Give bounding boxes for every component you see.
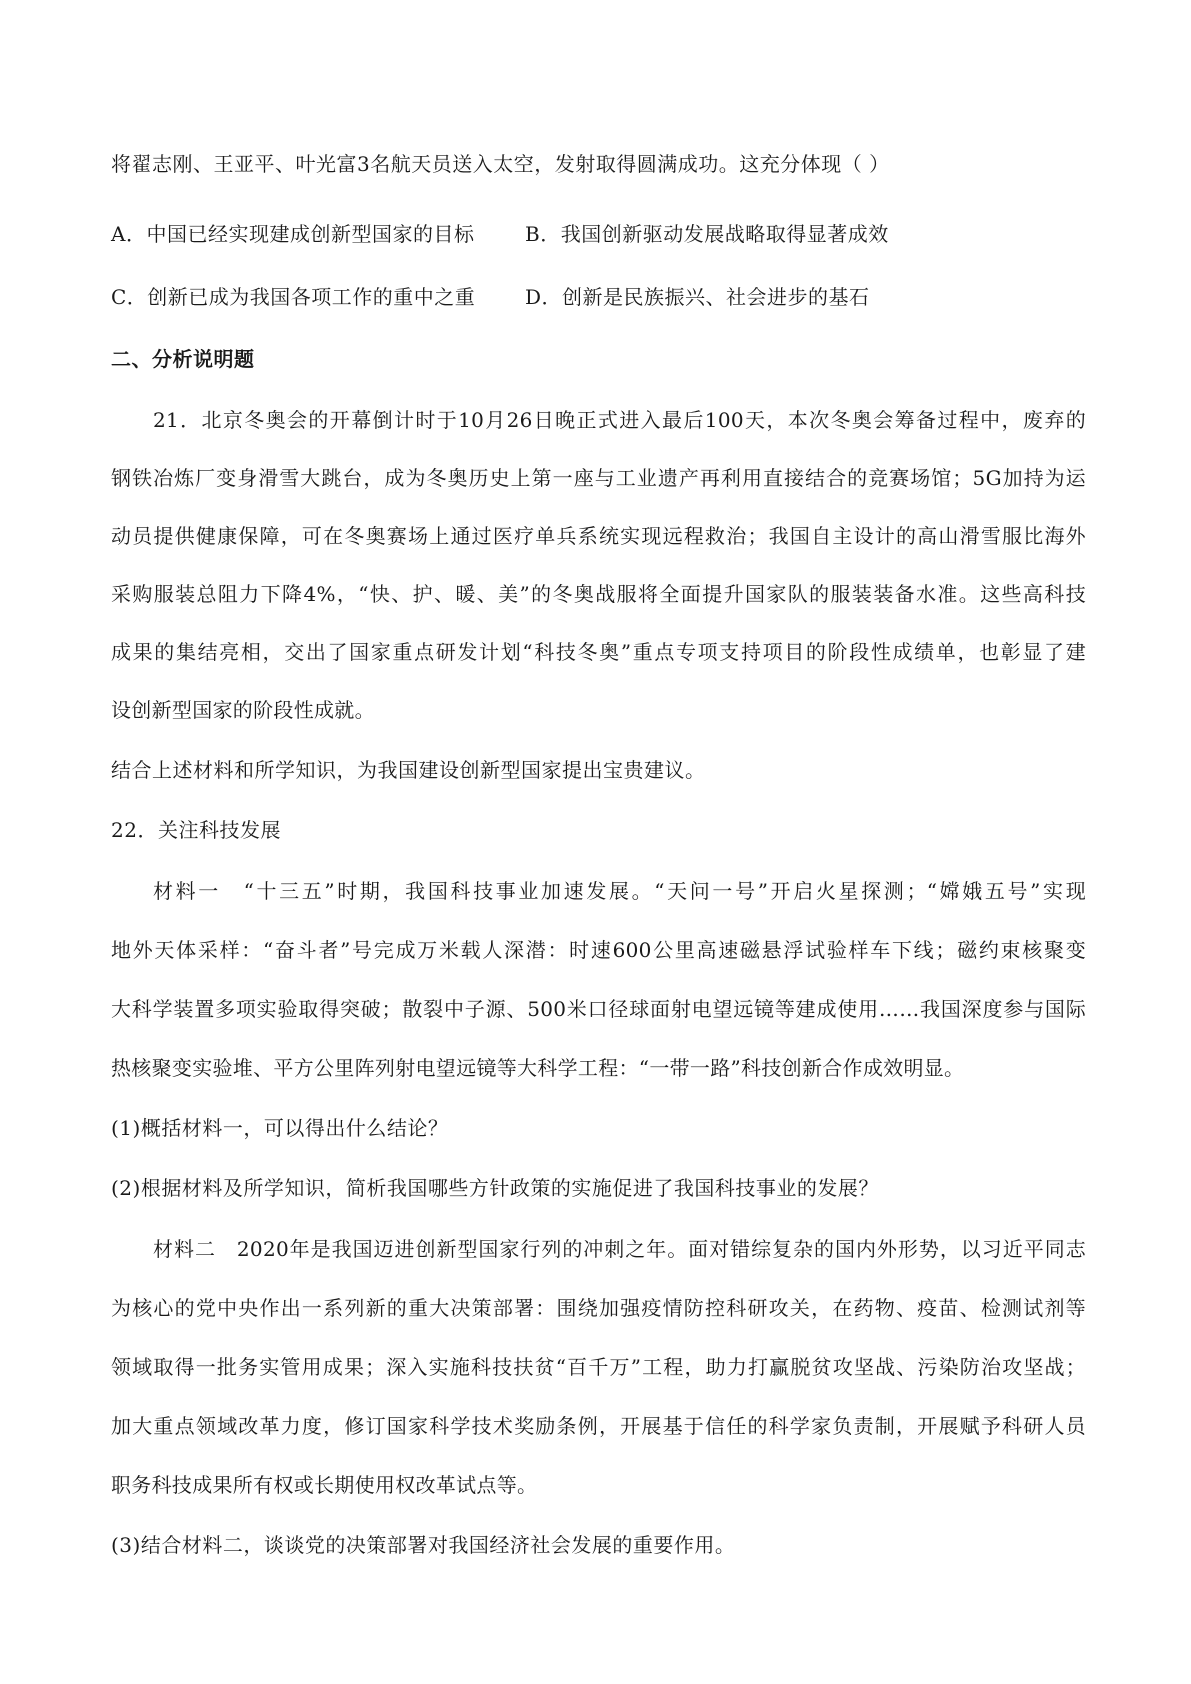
q22-material2-line: 领域取得一批务实管用成果；深入实施科技扶贫“百千万”工程，助力打赢脱贫攻坚战、污染防治攻坚战； [111,1355,1086,1379]
q21-line: 21．北京冬奥会的开幕倒计时于10月26日晚正式进入最后100天，本次冬奥会筹备过程中，废弃的 [153,408,1086,432]
q21-line: 成果的集结亮相，交出了国家重点研发计划“科技冬奥”重点专项支持项目的阶段性成绩单，也彰显了建 [111,640,1086,664]
q22-sub3: (3)结合材料二，谈谈党的决策部署对我国经济社会发展的重要作用。 [111,1533,736,1557]
q20-stem: 将翟志刚、王亚平、叶光富3名航天员送入太空，发射取得圆满成功。这充分体现（ ） [111,152,890,176]
q22-title: 22．关注科技发展 [111,818,281,842]
q22-material2-line: 职务科技成果所有权或长期使用权改革试点等。 [111,1473,538,1497]
q22-sub2: (2)根据材料及所学知识，简析我国哪些方针政策的实施促进了我国科技事业的发展？ [111,1176,879,1200]
section-heading: 二、分析说明题 [111,347,255,371]
q21-line: 采购服装总阻力下降4%，“快、护、暖、美”的冬奥战服将全面提升国家队的服装装备水准。这些高科技 [111,582,1086,606]
q22-material1-line: 大科学装置多项实验取得突破；散裂中子源、500米口径球面射电望远镜等建成使用……我国深度参与国际 [111,997,1086,1021]
q22-material2-line: 加大重点领域改革力度，修订国家科学技术奖励条例，开展基于信任的科学家负责制，开展赋予科研人员 [111,1414,1086,1438]
q20-option-d: D．创新是民族振兴、社会进步的基石 [525,285,870,309]
q20-option-a: A．中国已经实现建成创新型国家的目标 [111,222,475,246]
q22-material1-line: 地外天体采样：“奋斗者”号完成万米载人深潜：时速600公里高速磁悬浮试验样车下线；磁约束核聚变 [111,938,1086,962]
q21-line: 设创新型国家的阶段性成就。 [111,698,375,722]
q22-material2-line: 材料二 2020年是我国迈进创新型国家行列的冲刺之年。面对错综复杂的国内外形势，以习近平同志 [153,1237,1086,1261]
q22-material1-line: 材料一 “十三五”时期，我国科技事业加速发展。“天问一号”开启火星探测；“嫦娥五号”实现 [153,879,1086,903]
q21-question: 结合上述材料和所学知识，为我国建设创新型国家提出宝贵建议。 [111,758,706,782]
q20-option-c: C．创新已成为我国各项工作的重中之重 [111,285,476,309]
q21-line: 动员提供健康保障，可在冬奥赛场上通过医疗单兵系统实现远程救治；我国自主设计的高山滑雪服比海外 [111,524,1086,548]
q22-material1-line: 热核聚变实验堆、平方公里阵列射电望远镜等大科学工程：“一带一路”科技创新合作成效明显。 [111,1056,965,1080]
q22-material2-line: 为核心的党中央作出一系列新的重大决策部署：围绕加强疫情防控科研攻关，在药物、疫苗、检测试剂等 [111,1296,1086,1320]
q22-sub1: (1)概括材料一，可以得出什么结论？ [111,1116,449,1140]
q20-option-b: B．我国创新驱动发展战略取得显著成效 [525,222,889,246]
q21-line: 钢铁冶炼厂变身滑雪大跳台，成为冬奥历史上第一座与工业遗产再利用直接结合的竞赛场馆；5G加持为运 [111,466,1086,490]
